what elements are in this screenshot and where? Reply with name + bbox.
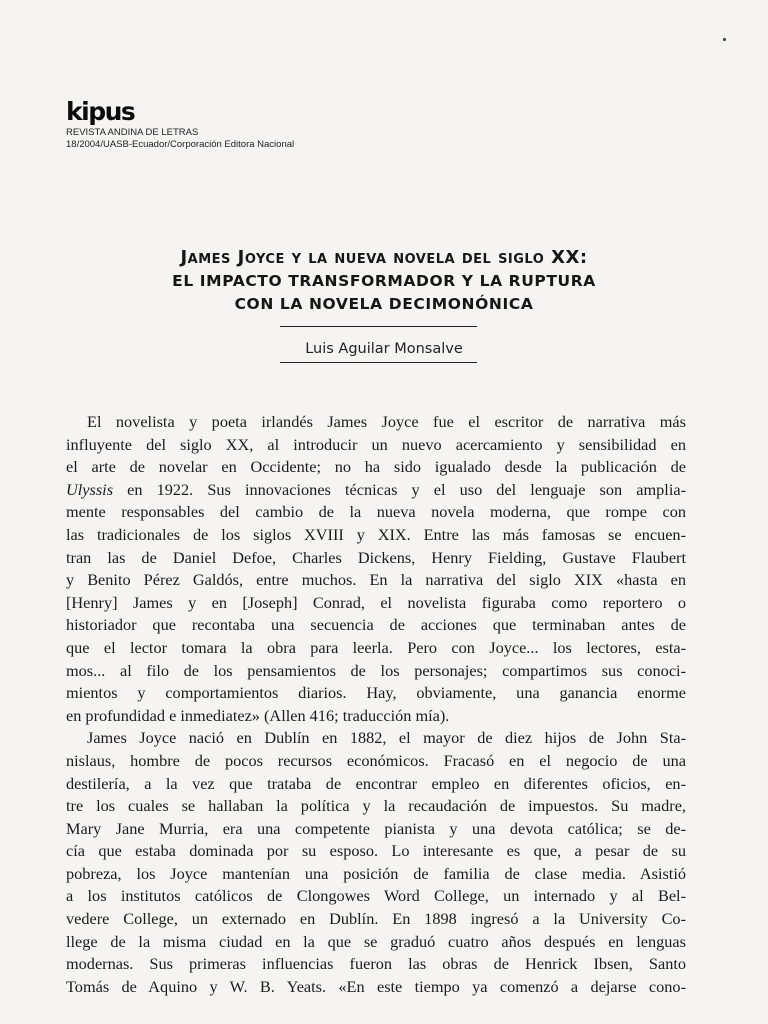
body-line: tran las de Daniel Defoe, Charles Dickens, Henry Fielding, Gustave Flaubert <box>66 547 686 567</box>
paragraph-1 <box>66 411 686 727</box>
body-line: las tradicionales de los siglos XVIII y XIX. Entre las más famosas se encuen- <box>66 524 686 544</box>
body-line: vedere College, un externado en Dublín. En 1898 ingresó a la University Co- <box>66 909 686 929</box>
article-title <box>0 246 768 316</box>
body-line: Tomás de Aquino y W. B. Yeats. «En este tiempo ya comenzó a dejarse cono- <box>66 976 686 996</box>
journal-subtitle: REVISTA ANDINA DE LETRAS <box>66 127 199 138</box>
body-line: tre los cuales se hallaban la política y la recaudación de impuestos. Su madre, <box>66 796 686 816</box>
body-line: Ulyssis en 1922. Sus innovaciones técnicas y el uso del lenguaje son amplia- <box>66 479 686 499</box>
title-line-3: CON LA NOVELA DECIMONÓNICA <box>234 295 534 313</box>
body-line: modernas. Sus primeras influencias fueron las obras de Henrick Ibsen, Santo <box>66 954 686 974</box>
body-line: destilería, a la vez que trataba de encontrar empleo en diferentes oficios, en- <box>66 773 686 793</box>
title-line-2: EL IMPACTO TRANSFORMADOR Y LA RUPTURA <box>172 272 596 290</box>
body-line: que el lector tomara la obra para leerla. Pero con Joyce... los lectores, esta- <box>66 637 686 657</box>
paragraph-2 <box>66 727 686 998</box>
body-line: [Henry] James y en [Joseph] Conrad, el novelista figuraba como reportero o <box>66 592 686 612</box>
body-line: el arte de novelar en Occidente; no ha sido igualado desde la publicación de <box>66 457 686 477</box>
body-line: Mary Jane Murria, era una competente pianista y una devota católica; se de- <box>66 818 686 838</box>
article-body <box>66 411 686 998</box>
title-divider <box>280 326 477 327</box>
title-line-1: James Joyce y la nueva novela del siglo XX: <box>180 247 588 268</box>
scan-speck <box>723 38 726 41</box>
body-line: mos... al filo de los pensamientos de los personajes; compartimos sus conoci- <box>66 660 686 680</box>
body-line: historiador que recontaba una secuencia de acciones que terminaban antes de <box>66 615 686 635</box>
kipus-logo: kipus <box>66 97 135 126</box>
author-divider <box>280 362 477 363</box>
body-line: a los institutos católicos de Clongowes Word College, un internado y al Bel- <box>66 886 686 906</box>
body-line: llege de la misma ciudad en la que se graduó cuatro años después en lenguas <box>66 931 686 951</box>
body-line: El novelista y poeta irlandés James Joyce fue el escritor de narrativa más <box>87 412 686 431</box>
book-title-ulyssis: Ulyssis <box>66 479 114 499</box>
body-line: mente responsables del cambio de la nueva novela moderna, que rompe con <box>66 502 686 522</box>
body-line: cía que estaba dominada por su esposo. Lo interesante es que, a pesar de su <box>66 841 686 861</box>
body-line: en profundidad e inmediatez» (Allen 416; traducción mía). <box>66 705 450 725</box>
body-line: pobreza, los Joyce mantenían una posición de familia de clase media. Asistió <box>66 863 686 883</box>
body-line: James Joyce nació en Dublín en 1882, el mayor de diez hijos de John Sta- <box>87 728 686 748</box>
journal-masthead <box>66 97 295 151</box>
body-line: mientos y comportamientos diarios. Hay, obviamente, una ganancia enorme <box>66 683 686 703</box>
body-line: y Benito Pérez Galdós, entre muchos. En la narrativa del siglo XIX «hasta en <box>66 570 686 590</box>
journal-issue-info: 18/2004/UASB-Ecuador/Corporación Editora Nacional <box>66 139 295 150</box>
body-line: nislaus, hombre de pocos recursos económicos. Fracasó en el negocio de una <box>66 750 686 770</box>
article-author: Luis Aguilar Monsalve <box>305 341 463 357</box>
body-line: influyente del siglo XX, al introducir un nuevo acercamiento y sensibilidad en <box>66 434 686 454</box>
